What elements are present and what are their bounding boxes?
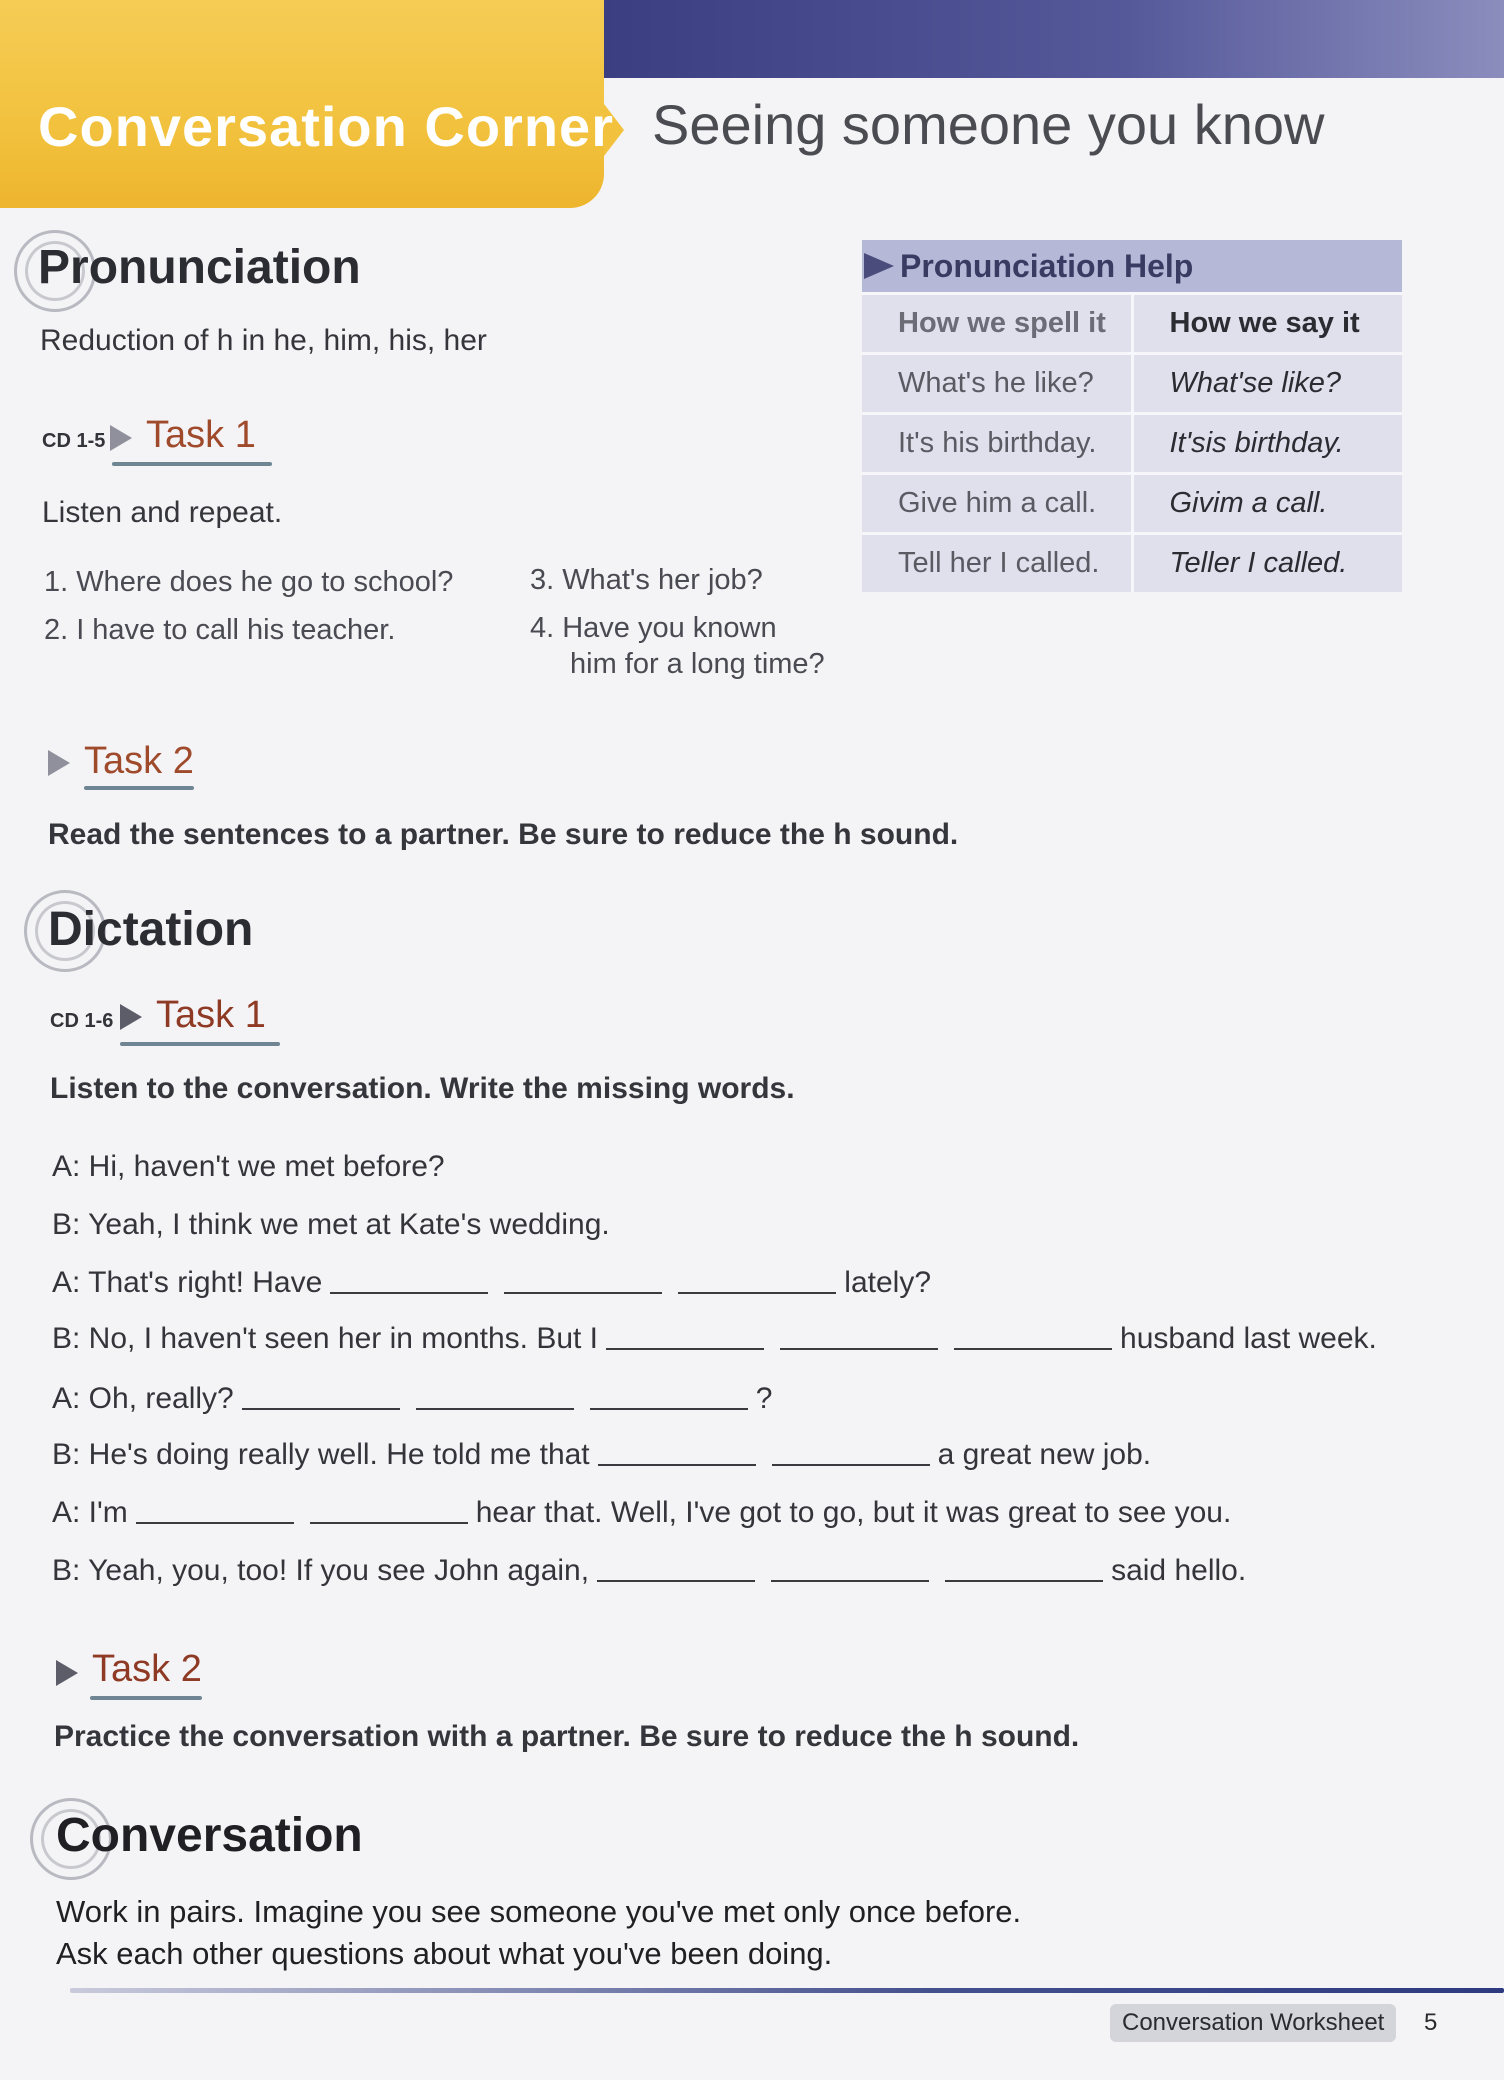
blank-field[interactable] xyxy=(242,1408,400,1410)
blank-field[interactable] xyxy=(310,1522,468,1524)
dialogue-text: B: Yeah, I think we met at Kate's wedding. xyxy=(52,1208,610,1241)
list-item xyxy=(530,562,763,598)
table-row xyxy=(862,352,1402,412)
dialogue-text: A: That's right! Have xyxy=(52,1266,323,1299)
table-row xyxy=(862,412,1402,472)
conversation-instruction: Work in pairs. Imagine you see someone you've met only once before. xyxy=(56,1894,1022,1929)
dialogue-text: hear that. Well, I've got to go, but it was great to see you. xyxy=(475,1496,1232,1529)
play-arrow-icon xyxy=(48,750,70,776)
item-text: Where does he go to school? xyxy=(76,566,454,598)
cd-track-label: CD 1-6 xyxy=(50,1010,114,1032)
task-label: Task 2 xyxy=(84,740,194,782)
blank-field[interactable] xyxy=(136,1522,294,1524)
task-instruction: Listen to the conversation. Write the missing words. xyxy=(50,1072,795,1105)
table-cell: It's his birthday. xyxy=(862,415,1131,472)
item-number: 3. xyxy=(530,564,555,596)
task-underline xyxy=(90,1696,202,1700)
item-number: 1. xyxy=(44,566,69,598)
blank-field[interactable] xyxy=(780,1348,938,1350)
task-underline xyxy=(84,786,194,790)
task-underline xyxy=(112,462,272,466)
table-cell: Tell her I called. xyxy=(862,535,1131,592)
footer-label: Conversation Worksheet xyxy=(1110,2004,1396,2042)
blank-field[interactable] xyxy=(954,1348,1112,1350)
blank-field[interactable] xyxy=(504,1292,662,1294)
blank-field[interactable] xyxy=(598,1464,756,1466)
dialogue-line xyxy=(52,1266,931,1300)
corner-title: Conversation Corner xyxy=(38,95,614,158)
play-arrow-icon xyxy=(110,425,132,451)
play-arrow-icon xyxy=(864,253,894,279)
table-row xyxy=(862,532,1402,592)
page-title: Seeing someone you know xyxy=(652,93,1325,156)
dialogue-text: B: He's doing really well. He told me that xyxy=(52,1438,590,1471)
cd-track-label: CD 1-5 xyxy=(42,430,106,452)
list-item xyxy=(570,646,825,682)
dialogue-text: A: I'm xyxy=(52,1496,128,1529)
column-header: How we say it xyxy=(1131,295,1403,352)
table-cell: What's he like? xyxy=(862,355,1131,412)
blank-field[interactable] xyxy=(416,1408,574,1410)
table-row xyxy=(862,472,1402,532)
play-arrow-icon xyxy=(56,1660,78,1686)
table-head-row xyxy=(862,292,1402,352)
task-label: Task 1 xyxy=(146,414,256,456)
item-text: Have you known xyxy=(562,612,777,644)
dialogue-text: a great new job. xyxy=(937,1438,1152,1471)
pronunciation-help-table xyxy=(862,240,1402,592)
blank-field[interactable] xyxy=(597,1580,755,1582)
task-instruction: Practice the conversation with a partner. Be sure to reduce the h sound. xyxy=(54,1720,1080,1753)
item-text: him for a long time? xyxy=(570,648,825,680)
dialogue-text: said hello. xyxy=(1111,1554,1247,1587)
dialogue-line xyxy=(52,1382,772,1416)
dialogue-line xyxy=(52,1208,610,1242)
blank-field[interactable] xyxy=(678,1292,836,1294)
item-number: 4. xyxy=(530,612,555,644)
dialogue-text: ? xyxy=(755,1382,773,1415)
dialogue-line xyxy=(52,1554,1246,1588)
blank-field[interactable] xyxy=(590,1408,748,1410)
table-cell: Teller I called. xyxy=(1131,535,1403,592)
dialogue-line xyxy=(52,1322,1377,1356)
page-number: 5 xyxy=(1424,2009,1438,2036)
dialogue-line xyxy=(52,1438,1151,1472)
task-label: Task 2 xyxy=(92,1648,202,1690)
blank-field[interactable] xyxy=(771,1580,929,1582)
footer-rule xyxy=(70,1988,1504,1993)
dialogue-text: A: Oh, really? xyxy=(52,1382,234,1415)
blank-field[interactable] xyxy=(606,1348,764,1350)
pronunciation-subtitle: Reduction of h in he, him, his, her xyxy=(40,324,487,357)
table-cell: What'se like? xyxy=(1131,355,1403,412)
table-cell: It'sis birthday. xyxy=(1131,415,1403,472)
play-arrow-icon xyxy=(120,1004,142,1030)
task-instruction: Listen and repeat. xyxy=(42,496,283,529)
dialogue-line xyxy=(52,1150,445,1184)
task-instruction: Read the sentences to a partner. Be sure to reduce the h sound. xyxy=(48,818,959,851)
column-header: How we spell it xyxy=(862,295,1131,352)
table-cell: Givim a call. xyxy=(1131,475,1403,532)
blank-field[interactable] xyxy=(772,1464,930,1466)
list-item xyxy=(44,564,453,600)
list-item xyxy=(44,612,395,648)
task-underline xyxy=(120,1042,280,1046)
dialogue-text: A: Hi, haven't we met before? xyxy=(52,1150,445,1183)
table-cell: Give him a call. xyxy=(862,475,1131,532)
list-item xyxy=(530,610,777,646)
dialogue-text: B: Yeah, you, too! If you see John again, xyxy=(52,1554,590,1587)
item-number: 2. xyxy=(44,614,69,646)
item-text: What's her job? xyxy=(562,564,763,596)
task-label: Task 1 xyxy=(156,994,266,1036)
blank-field[interactable] xyxy=(330,1292,488,1294)
table-header xyxy=(862,240,1402,292)
dialogue-line xyxy=(52,1496,1231,1530)
dictation-heading: Dictation xyxy=(48,903,254,956)
conversation-heading: Conversation xyxy=(56,1809,363,1862)
dialogue-text: B: No, I haven't seen her in months. But I xyxy=(52,1322,599,1355)
table-title: Pronunciation Help xyxy=(900,248,1194,284)
item-text: I have to call his teacher. xyxy=(76,614,396,646)
dialogue-text: husband last week. xyxy=(1120,1322,1377,1355)
pronunciation-heading: Pronunciation xyxy=(38,241,361,294)
dialogue-text: lately? xyxy=(844,1266,932,1299)
conversation-instruction: Ask each other questions about what you've been doing. xyxy=(56,1936,833,1971)
blank-field[interactable] xyxy=(945,1580,1103,1582)
